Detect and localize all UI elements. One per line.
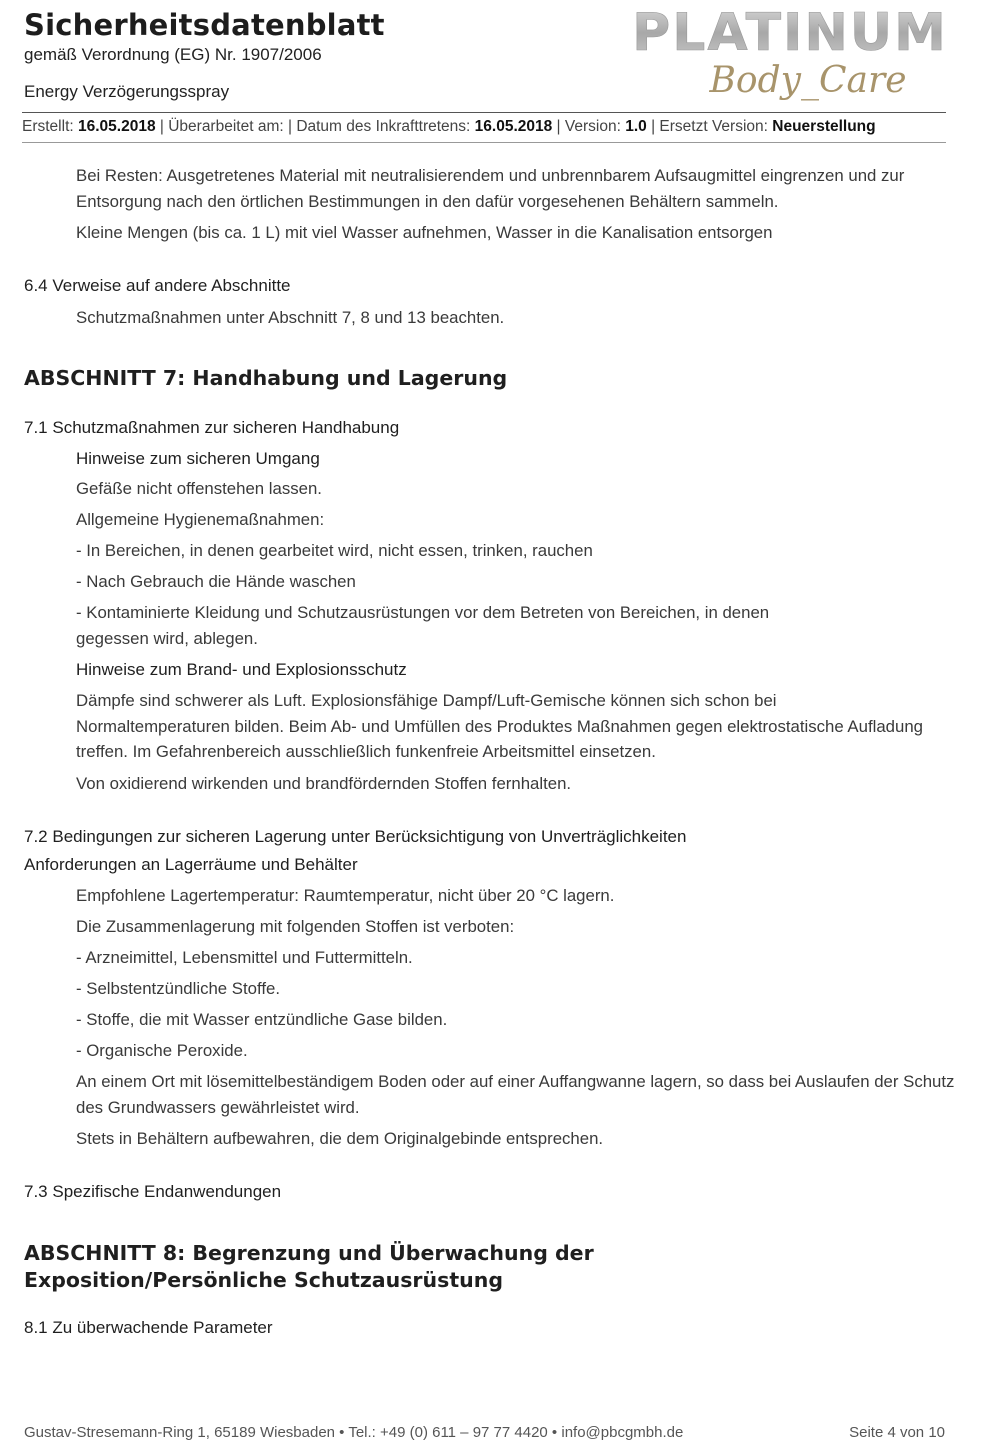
paragraph-daempfe: Dämpfe sind schwerer als Luft. Explosionsfähige Dampf/Luft-Gemische können sich schon bei Normaltemperaturen bilden. Beim Ab- und Umfüllen des Produktes Maßnahmen gegen elektrostatische Aufladung treffen. Im Gefahrenbereich ausschließlich funkenfreie Arbeitsmittel einsetzen. <box>76 691 923 761</box>
heading-sicherer-umgang: Hinweise zum sicheren Umgang <box>76 449 320 468</box>
section-8-heading: ABSCHNITT 8: Begrenzung und Überwachung der Exposition/Persönliche Schutzausrüstung <box>24 1241 594 1292</box>
list-item-hygiene-3: - Kontaminierte Kleidung und Schutzausrüstungen vor dem Betreten von Bereichen, in denen gegessen wird, ablegen. <box>76 603 770 648</box>
meta-divider <box>22 142 946 143</box>
footer-address: Gustav-Stresemann-Ring 1, 65189 Wiesbaden • Tel.: +49 (0) 611 – 97 77 4420 • info@pbcgmbh.de <box>24 1424 684 1441</box>
paragraph-kleine-mengen: Kleine Mengen (bis ca. 1 L) mit viel Wasser aufnehmen, Wasser in die Kanalisation entsorgen <box>76 223 773 242</box>
logo-body-care-text: Body_Care <box>709 60 907 101</box>
list-item-lagerung-3: - Stoffe, die mit Wasser entzündliche Gase bilden. <box>76 1010 448 1029</box>
heading-6-4: 6.4 Verweise auf andere Abschnitte <box>24 276 291 295</box>
heading-anforderungen: Anforderungen an Lagerräume und Behälter <box>24 855 358 874</box>
document-title: Sicherheitsdatenblatt <box>24 8 385 42</box>
regulation-subtitle: gemäß Verordnung (EG) Nr. 1907/2006 <box>24 45 322 64</box>
heading-brandschutz: Hinweise zum Brand- und Explosionsschutz <box>76 660 407 679</box>
platinum-body-care-logo <box>630 4 950 108</box>
paragraph-reste: Bei Resten: Ausgetretenes Material mit neutralisierendem und unbrennbarem Aufsaugmittel eingrenzen und zur Entsorgung nach den örtlichen Bestimmungen in den dafür vorgesehenen Behältern sammeln. <box>76 166 905 211</box>
heading-7-2: 7.2 Bedingungen zur sicheren Lagerung unter Berücksichtigung von Unverträglichkeiten <box>24 827 687 846</box>
paragraph-originalgebinde: Stets in Behältern aufbewahren, die dem Originalgebinde entsprechen. <box>76 1129 604 1148</box>
list-item-hygiene-2: - Nach Gebrauch die Hände waschen <box>76 572 356 591</box>
page-number: Seite 4 von 10 <box>849 1424 945 1441</box>
section-7-heading: ABSCHNITT 7: Handhabung und Lagerung <box>24 366 508 390</box>
list-item-lagerung-2: - Selbstentzündliche Stoffe. <box>76 979 280 998</box>
paragraph-zusammenlagerung: Die Zusammenlagerung mit folgenden Stoffen ist verboten: <box>76 917 515 936</box>
paragraph-6-4: Schutzmaßnahmen unter Abschnitt 7, 8 und 13 beachten. <box>76 308 505 327</box>
logo-platinum-text: PLATINUM <box>632 4 948 63</box>
paragraph-hygiene: Allgemeine Hygienemaßnahmen: <box>76 510 325 529</box>
list-item-lagerung-4: - Organische Peroxide. <box>76 1041 248 1060</box>
heading-7-3: 7.3 Spezifische Endanwendungen <box>24 1182 282 1201</box>
paragraph-auffangwanne: An einem Ort mit lösemittelbeständigem Boden oder auf einer Auffangwanne lagern, so dass bei Auslaufen der Schutz des Grundwassers gewährleistet wird. <box>76 1072 955 1117</box>
paragraph-gefaesse: Gefäße nicht offenstehen lassen. <box>76 479 322 498</box>
heading-7-1: 7.1 Schutzmaßnahmen zur sicheren Handhabung <box>24 418 400 437</box>
product-name: Energy Verzögerungsspray <box>24 82 230 101</box>
paragraph-oxidierend: Von oxidierend wirkenden und brandfördernden Stoffen fernhalten. <box>76 774 572 793</box>
heading-8-1: 8.1 Zu überwachende Parameter <box>24 1318 273 1337</box>
list-item-hygiene-1: - In Bereichen, in denen gearbeitet wird, nicht essen, trinken, rauchen <box>76 541 593 560</box>
header-divider <box>22 112 946 113</box>
list-item-lagerung-1: - Arzneimittel, Lebensmittel und Futtermitteln. <box>76 948 413 967</box>
paragraph-lagertemperatur: Empfohlene Lagertemperatur: Raumtemperatur, nicht über 20 °C lagern. <box>76 886 615 905</box>
document-meta: Erstellt: 16.05.2018 | Überarbeitet am: | Datum des Inkrafttretens: 16.05.2018 | Version: 1.0 | Ersetzt Version: Neuerstellung <box>22 118 876 135</box>
